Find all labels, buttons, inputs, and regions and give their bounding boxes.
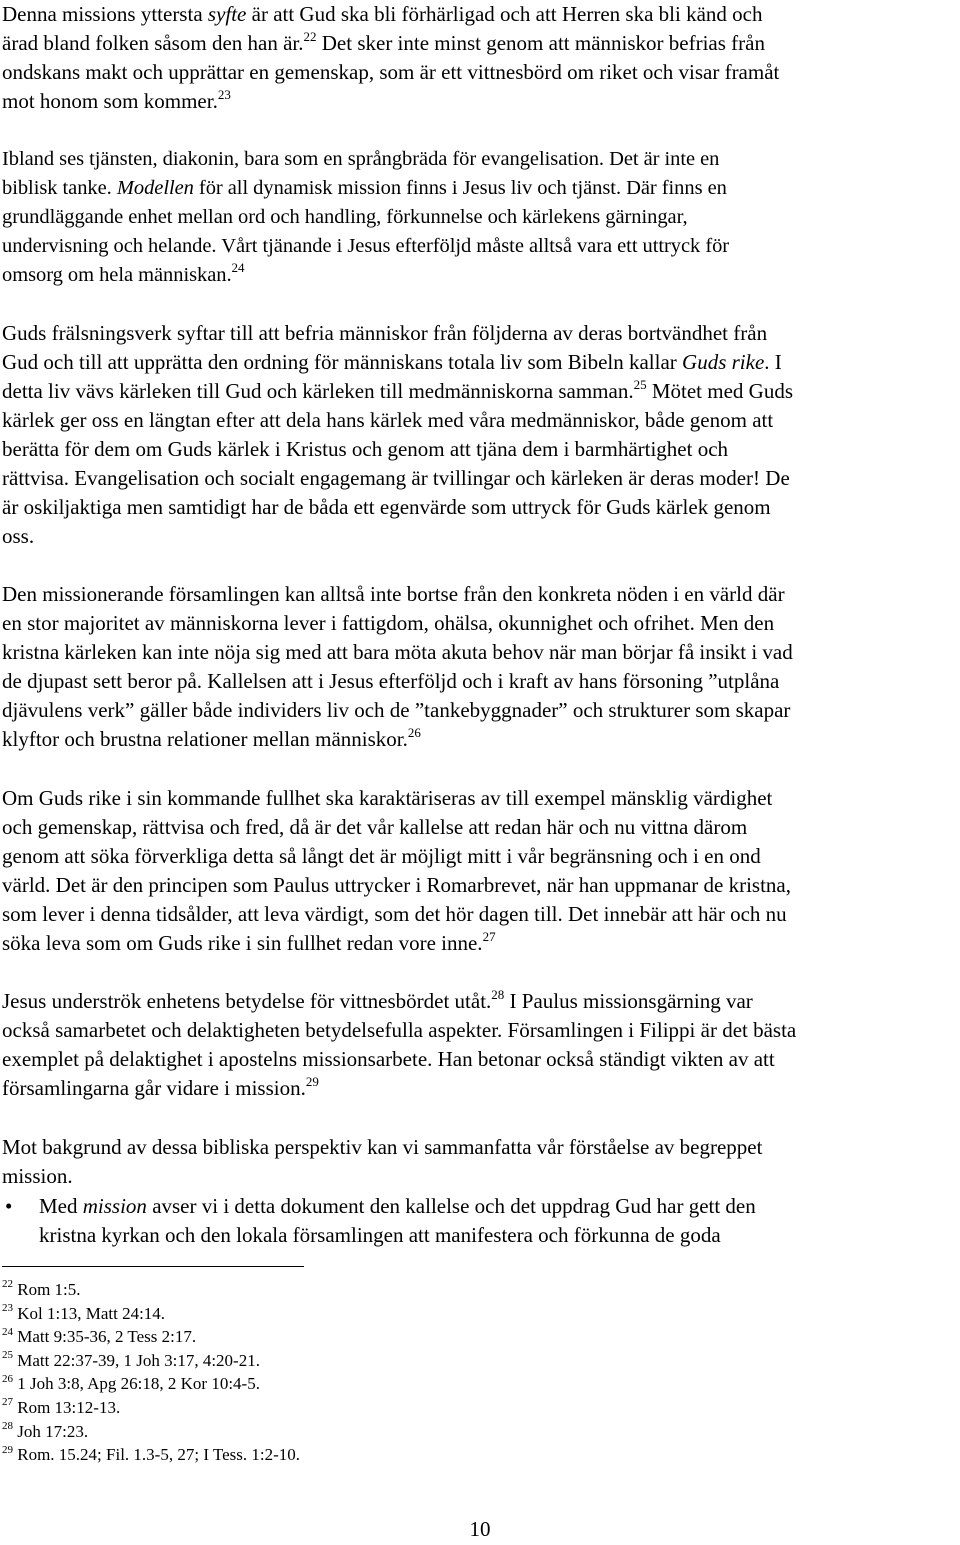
text-line <box>2 29 952 58</box>
footnote-22 <box>2 1278 300 1302</box>
text-line <box>2 1074 952 1103</box>
footnote-text: 1 Joh 3:8, Apg 26:18, 2 Kor 10:4-5. <box>13 1374 260 1394</box>
text-line: som lever i denna tidsålder, att leva värdigt, som det hör dagen till. Det innebär att här och nu <box>2 902 787 926</box>
text-line <box>2 725 952 754</box>
text-line <box>2 348 952 377</box>
footnote-ref[interactable]: 28 <box>491 987 505 1002</box>
text-run: detta liv vävs kärleken till Gud och kärleken till medmänniskorna samman. <box>2 379 634 403</box>
text-run: . I <box>764 350 782 374</box>
text-run: klyftor och brustna relationer mellan människor. <box>2 727 408 751</box>
footnote-26 <box>2 1372 300 1396</box>
footnote-number: 27 <box>2 1396 13 1409</box>
paragraph-summary-intro <box>2 1133 952 1191</box>
text-line <box>2 261 952 290</box>
paragraph-kingdom <box>2 784 952 958</box>
text-line: mission. <box>2 1164 73 1188</box>
footnote-23 <box>2 1302 300 1326</box>
footnote-text: Matt 22:37-39, 1 Joh 3:17, 4:20-21. <box>13 1350 260 1370</box>
footnote-27 <box>2 1396 300 1420</box>
text-line: genom att söka förverkliga detta så långt det är möjligt mitt i vår begränsning och i en ond <box>2 844 761 868</box>
text-line: en stor majoritet av människorna lever i fattigdom, ohälsa, okunnighet och ofrihet. Men den <box>2 611 775 635</box>
paragraph-salvation <box>2 319 952 551</box>
text-run: I Paulus missionsgärning var <box>504 989 753 1013</box>
footnote-text: Rom. 15.24; Fil. 1.3-5, 27; I Tess. 1:2-10. <box>13 1445 301 1465</box>
text-line: berätta för dem om Guds kärlek i Kristus och genom att tjäna dem i barmhärtighet och <box>2 437 729 461</box>
text-run: är att Gud ska bli förhärligad och att Herren ska bli känd och <box>246 2 763 26</box>
footnote-text: Matt 9:35-36, 2 Tess 2:17. <box>13 1327 197 1347</box>
italic-term: Guds rike <box>682 350 765 374</box>
text-line: Den missionerande församlingen kan alltså inte bortse från den konkreta nöden i en värld där <box>2 582 785 606</box>
footnote-28 <box>2 1420 300 1444</box>
text-line: exemplet på delaktighet i apostelns missionsarbete. Han betonar också ständigt vikten av att <box>2 1047 775 1071</box>
text-run: Med <box>39 1194 83 1218</box>
text-line: Om Guds rike i sin kommande fullhet ska karaktäriseras av till exempel mänsklig värdighet <box>2 786 773 810</box>
footnote-number: 29 <box>2 1443 13 1456</box>
text-line <box>2 377 952 406</box>
text-run: avser vi i detta dokument den kallelse och det uppdrag Gud har gett den <box>146 1194 756 1218</box>
text-line: värld. Det är den principen som Paulus uttrycker i Romarbrevet, när han uppmanar de kristna, <box>2 873 792 897</box>
footnote-number: 25 <box>2 1349 13 1362</box>
text-run: Gud och till att upprätta den ordning för människans totala liv som Bibeln kallar <box>2 350 683 374</box>
footnote-29 <box>2 1443 300 1467</box>
text-line <box>2 987 952 1016</box>
footnote-ref[interactable]: 24 <box>231 260 245 276</box>
footnote-number: 28 <box>2 1419 13 1432</box>
footnote-ref[interactable]: 29 <box>305 1074 319 1089</box>
text-line: kärlek ger oss en längtan efter att dela hans kärlek med våra medmänniskor, både genom att <box>2 408 774 432</box>
footnote-ref[interactable]: 27 <box>482 929 496 944</box>
text-run: Jesus underströk enhetens betydelse för vittnesbördet utåt. <box>2 989 492 1013</box>
text-line: är oskiljaktiga men samtidigt har de båda ett egenvärde som uttryck för Guds kärlek genom <box>2 495 771 519</box>
text-run: Mötet med Guds <box>646 379 793 403</box>
text-line: och gemenskap, rättvisa och fred, då är det vår kallelse att redan här och nu vittna därom <box>2 815 748 839</box>
text-line: undervisning och helande. Vårt tjänande i Jesus efterföljd måste alltså vara ett uttryck för <box>2 235 730 257</box>
italic-term: mission <box>82 1194 147 1218</box>
paragraph-missional-church <box>2 580 952 754</box>
text-run: för all dynamisk mission finns i Jesus liv och tjänst. Där finns en <box>193 177 727 199</box>
text-line: också samarbetet och delaktigheten betydelsefulla aspekter. Församlingen i Filippi är det bästa <box>2 1018 797 1042</box>
footnote-25 <box>2 1349 300 1373</box>
text-line: oss. <box>2 524 35 548</box>
italic-term: syfte <box>207 2 247 26</box>
text-line: grundläggande enhet mellan ord och handling, förkunnelse och kärlekens gärningar, <box>2 206 688 228</box>
text-run: ärad bland folken såsom den han är. <box>2 31 304 55</box>
text-run: söka leva som om Guds rike i sin fullhet redan vore inne. <box>2 931 483 955</box>
text-line: Ibland ses tjänsten, diakonin, bara som en språngbräda för evangelisation. Det är inte en <box>2 148 720 170</box>
text-line: kristna kyrkan och den lokala församlingen att manifestera och förkunna de goda <box>39 1223 721 1247</box>
page-number: 10 <box>469 1517 491 1541</box>
footnote-text: Kol 1:13, Matt 24:14. <box>13 1303 166 1323</box>
bullet-list-item <box>2 1192 952 1250</box>
text-line: ondskans makt och upprättar en gemenskap, som är ett vittnesbörd om riket och visar framåt <box>2 60 780 84</box>
footnote-text: Rom 1:5. <box>13 1280 81 1299</box>
paragraph-unity <box>2 987 952 1103</box>
footnote-ref[interactable]: 25 <box>633 377 647 392</box>
text-run: Det sker inte minst genom att människor befrias från <box>316 31 765 55</box>
text-line: rättvisa. Evangelisation och socialt engagemang är tvillingar och kärleken är deras moder! De <box>2 466 790 490</box>
footnote-number: 23 <box>2 1301 13 1314</box>
footnotes <box>2 1278 300 1467</box>
text-line: djävulens verk” gäller både individers liv och de ”tankebyggnader” och strukturer som skapar <box>2 698 791 722</box>
paragraph-diakonia <box>2 145 952 290</box>
text-line <box>2 929 952 958</box>
footnote-ref[interactable]: 22 <box>303 29 317 44</box>
text-line: Guds frälsningsverk syftar till att befria människor från följderna av deras bortvändhet från <box>2 321 768 345</box>
footnote-24 <box>2 1325 300 1349</box>
footnote-ref[interactable]: 23 <box>217 87 231 102</box>
footnote-number: 26 <box>2 1372 13 1385</box>
text-run: omsorg om hela människan. <box>2 264 232 286</box>
paragraph-mission-purpose <box>2 0 952 116</box>
text-run: biblisk tanke. <box>2 177 117 199</box>
footnote-text: Joh 17:23. <box>13 1421 89 1441</box>
text-run: Denna missions yttersta <box>2 2 208 26</box>
footnote-separator <box>2 1266 304 1267</box>
text-line <box>2 87 952 116</box>
text-run: mot honom som kommer. <box>2 89 218 113</box>
footnote-number: 24 <box>2 1325 13 1338</box>
text-line <box>2 174 952 203</box>
text-line <box>2 0 952 29</box>
italic-term: Modellen <box>116 177 194 199</box>
footnote-number: 22 <box>2 1278 13 1291</box>
text-line <box>2 1192 952 1221</box>
text-line: Mot bakgrund av dessa bibliska perspektiv kan vi sammanfatta vår förståelse av begreppet <box>2 1135 763 1159</box>
text-line: de djupast sett beror på. Kallelsen att i Jesus efterföljd och i kraft av hans försoning ”utplåna <box>2 669 780 693</box>
footnote-text: Rom 13:12-13. <box>13 1397 121 1417</box>
text-line: kristna kärleken kan inte nöja sig med att bara möta akuta behov när man börjar få insikt i vad <box>2 640 793 664</box>
footnote-ref[interactable]: 26 <box>407 725 421 740</box>
text-run: församlingarna går vidare i mission. <box>2 1076 306 1100</box>
bullet-icon: • <box>5 1194 13 1218</box>
